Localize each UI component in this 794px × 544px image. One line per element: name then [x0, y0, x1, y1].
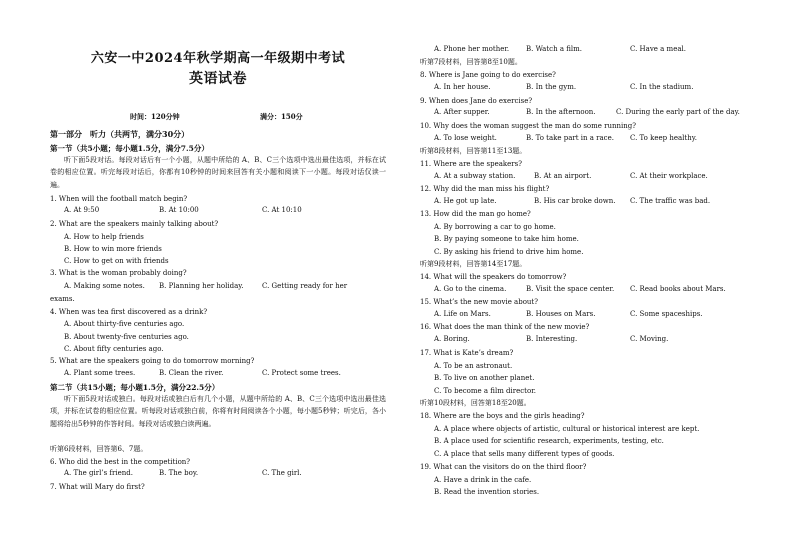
question-14: 14. What will the speakers do tomorrow?	[420, 273, 567, 281]
q5-option-b: B. Clean the river.	[159, 369, 224, 377]
question-7: 7. What will Mary do first?	[50, 483, 145, 491]
q17-option-a: A. To be an astronaut.	[434, 362, 513, 370]
material-10: 听第10段材料，回答第18至20题。	[420, 399, 531, 407]
material-8: 听第8段材料，回答第11至13题。	[420, 147, 527, 155]
question-11: 11. Where are the speakers?	[420, 160, 522, 168]
section1-instructions: 听下面5段对话。每段对话后有一个小题，从题中所给的 A、B、C三个选项中选出最佳选项，并标在试卷的相应位置。听完每段对话后，你都有10秒钟的时间来回答有关小题和阅读下一小题。每段对话仅读一遍。	[50, 156, 386, 189]
q7-option-c: C. Have a meal.	[630, 45, 686, 53]
q15-option-c: C. Some spaceships.	[630, 310, 703, 318]
question-4: 4. When was tea first discovered as a drink?	[50, 308, 208, 316]
question-6: 6. Who did the best in the competition?	[50, 458, 191, 466]
q18-option-b: B. A place used for scientific research, experiments, testing, etc.	[434, 437, 664, 445]
q3-option-a: A. Making some notes.	[64, 282, 145, 290]
q15-option-a: A. Life on Mars.	[434, 310, 491, 318]
q6-option-b: B. The boy.	[159, 469, 199, 477]
q10-option-c: C. To keep healthy.	[630, 134, 697, 142]
question-3: 3. What is the woman probably doing?	[50, 269, 187, 277]
exam-subtitle: 英语试卷	[189, 71, 247, 87]
q3-option-c: C. Getting ready for her	[262, 282, 348, 290]
q3-option-b: B. Planning her holiday.	[159, 282, 244, 290]
q2-option-a: A. How to help friends	[64, 233, 144, 241]
question-18: 18. Where are the boys and the girls heading?	[420, 412, 585, 420]
exam-title: 六安一中2024年秋学期高一年级期中考试	[90, 51, 346, 66]
q14-option-c: C. Read books about Mars.	[630, 285, 726, 293]
q14-option-b: B. Visit the space center.	[526, 285, 615, 293]
q16-option-b: B. Interesting.	[526, 335, 578, 343]
q19-option-b: B. Read the invention stories.	[434, 488, 540, 496]
question-8: 8. Where is Jane going to do exercise?	[420, 71, 556, 79]
q2-option-b: B. How to win more friends	[64, 245, 162, 253]
question-13: 13. How did the man go home?	[420, 210, 531, 218]
material-6: 听第6段材料，回答第6、7题。	[50, 445, 148, 453]
q19-option-a: A. Have a drink in the cafe.	[434, 476, 532, 484]
part1-title: 第一部分 听力（共两节，满分30分）	[50, 129, 190, 139]
q3-option-c-cont: exams.	[50, 295, 75, 303]
material-9: 听第9段材料，回答第14至17题。	[420, 260, 527, 268]
q7-option-b: B. Watch a film.	[526, 45, 582, 53]
section1-title: 第一节（共5小题；每小题1.5分，满分7.5分）	[50, 144, 209, 153]
q11-option-b: B. At an airport.	[534, 172, 592, 180]
q16-option-c: C. Moving.	[630, 335, 669, 343]
question-16: 16. What does the man think of the new movie?	[420, 323, 590, 331]
q13-option-a: A. By borrowing a car to go home.	[434, 223, 556, 231]
q18-option-a: A. A place where objects of artistic, cultural or historical interest are kept.	[434, 425, 700, 433]
q8-option-b: B. In the gym.	[526, 83, 577, 91]
q5-option-a: A. Plant some trees.	[64, 369, 136, 377]
q4-option-a: A. About thirty-five centuries ago.	[64, 320, 185, 328]
q17-option-b: B. To live on another planet.	[434, 374, 535, 382]
q7-option-a: A. Phone her mother.	[434, 45, 510, 53]
q11-option-a: A. At a subway station.	[434, 172, 516, 180]
q6-option-c: C. The girl.	[262, 469, 302, 477]
q14-option-a: A. Go to the cinema.	[434, 285, 507, 293]
material-7: 听第7段材料，回答第8至10题。	[420, 58, 522, 66]
question-1: 1. When will the football match begin?	[50, 195, 188, 203]
q10-option-b: B. To take part in a race.	[526, 134, 614, 142]
question-10: 10. Why does the woman suggest the man do some running?	[420, 122, 636, 130]
q17-option-c: C. To become a film director.	[434, 387, 537, 395]
q4-option-c: C. About fifty centuries ago.	[64, 345, 164, 353]
q18-option-c: C. A place that sells many different types of goods.	[434, 450, 615, 458]
q9-option-a: A. After supper.	[434, 108, 490, 116]
q9-option-c: C. During the early part of the day.	[616, 108, 740, 116]
question-12: 12. Why did the man miss his flight?	[420, 185, 550, 193]
q4-option-b: B. About twenty-five centuries ago.	[64, 333, 189, 341]
q13-option-c: C. By asking his friend to drive him home.	[434, 248, 584, 256]
section2-title: 第二节（共15小题；每小题1.5分，满分22.5分）	[50, 383, 220, 392]
question-2: 2. What are the speakers mainly talking about?	[50, 220, 219, 228]
question-5: 5. What are the speakers going to do tomorrow morning?	[50, 357, 255, 365]
question-15: 15. What’s the new movie about?	[420, 298, 539, 306]
q9-option-b: B. In the afternoon.	[526, 108, 596, 116]
q5-option-c: C. Protect some trees.	[262, 369, 341, 377]
q6-option-a: A. The girl’s friend.	[64, 469, 133, 477]
q10-option-a: A. To lose weight.	[434, 134, 497, 142]
q16-option-a: A. Boring.	[434, 335, 470, 343]
q8-option-c: C. In the stadium.	[630, 83, 694, 91]
question-9: 9. When does Jane do exercise?	[420, 97, 533, 105]
q11-option-c: C. At their workplace.	[630, 172, 708, 180]
question-19: 19. What can the visitors do on the third floor?	[420, 463, 587, 471]
q1-option-b: B. At 10:00	[159, 206, 199, 214]
q8-option-a: A. In her house.	[434, 83, 491, 91]
q12-option-a: A. He got up late.	[434, 197, 497, 205]
q15-option-b: B. Houses on Mars.	[526, 310, 596, 318]
question-17: 17. What is Kate’s dream?	[420, 349, 514, 357]
exam-score: 满分：150分	[260, 112, 303, 121]
q1-option-c: C. At 10:10	[262, 206, 302, 214]
q12-option-c: C. The traffic was bad.	[630, 197, 711, 205]
q1-option-a: A. At 9:50	[64, 206, 100, 214]
q12-option-b: B. His car broke down.	[534, 197, 616, 205]
exam-time: 时间：120分钟	[130, 112, 180, 121]
q13-option-b: B. By paying someone to take him home.	[434, 235, 579, 243]
q2-option-c: C. How to get on with friends	[64, 257, 169, 265]
section2-instructions: 听下面5段对话或独白。每段对话或独白后有几个小题，从题中所给的 A、B、C三个选项中选出最佳选项，并标在试卷的相应位置。听每段对话或独白前，你将有时间阅读各个小题，每小题5秒钟；听完后，各小题将给出5秒钟的作答时间。每段对话或独白读两遍。	[50, 395, 386, 428]
